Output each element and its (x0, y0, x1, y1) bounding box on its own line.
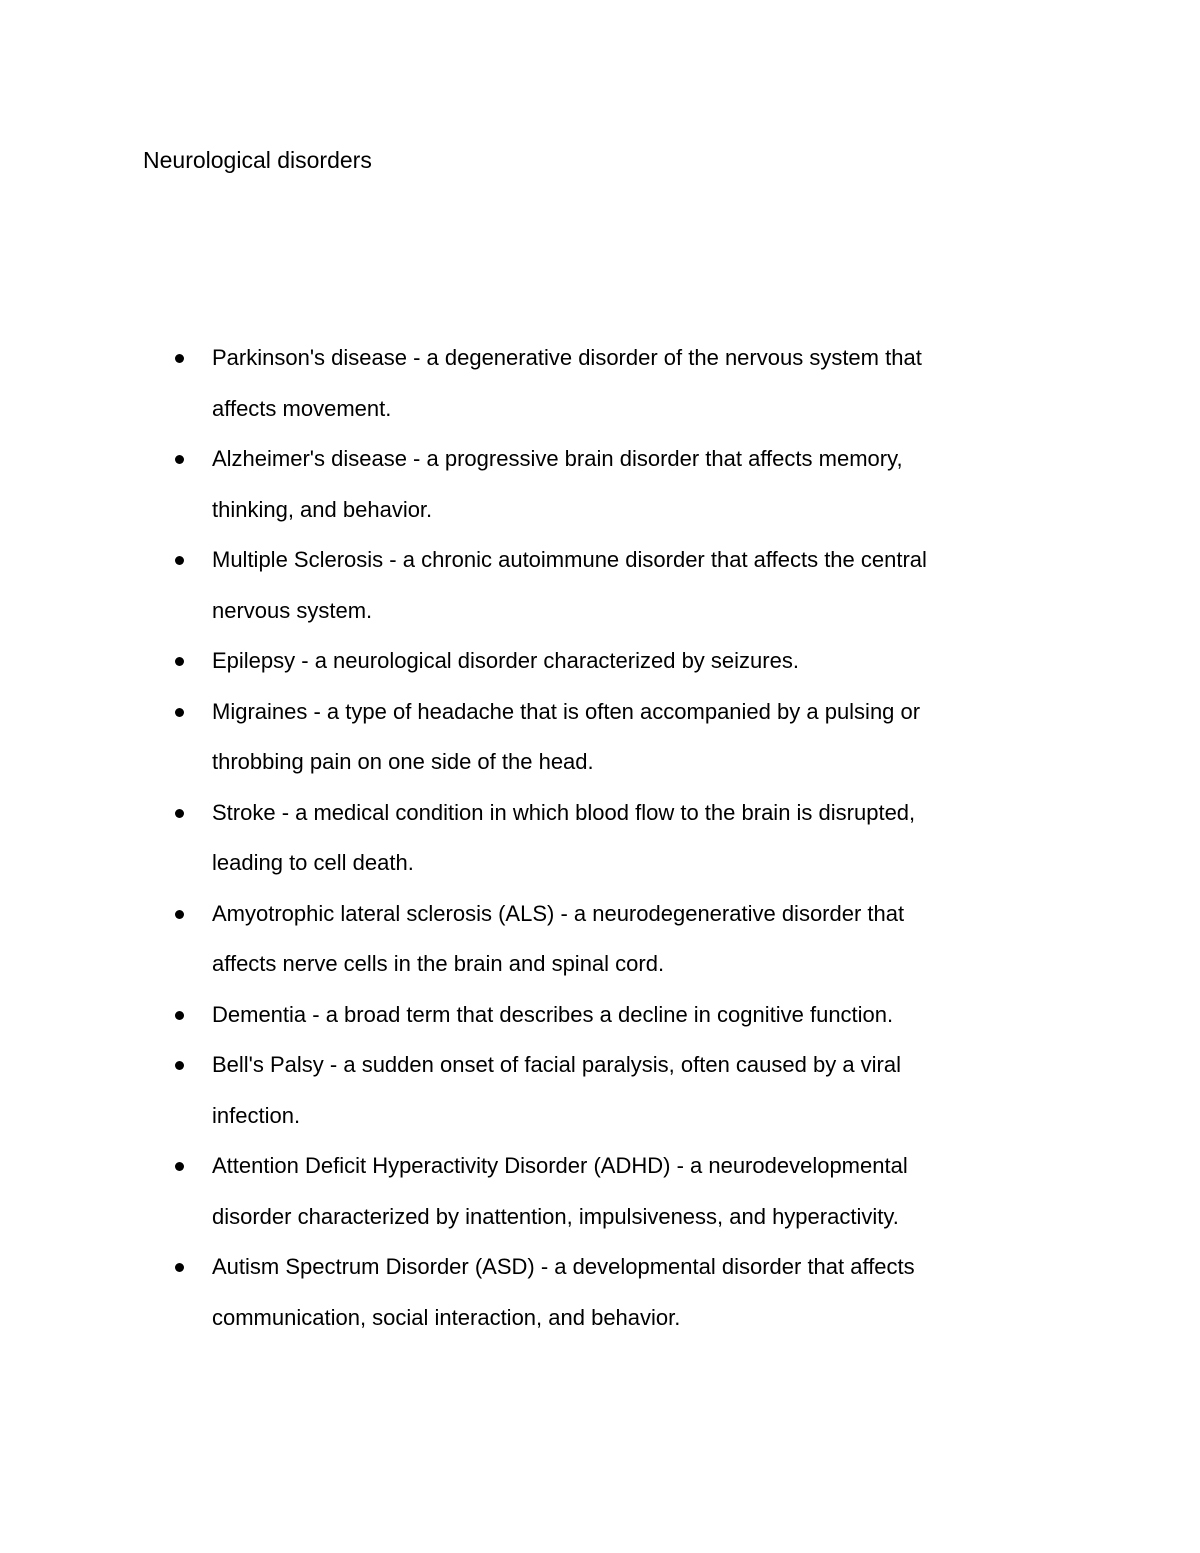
bullet-icon (175, 455, 184, 464)
disorder-list (0, 333, 1200, 1343)
list-item (0, 1242, 1048, 1343)
list-item (0, 1141, 1048, 1242)
list-item (0, 333, 1048, 434)
list-item (0, 636, 1048, 687)
list-item (0, 1040, 1048, 1141)
bullet-icon (175, 556, 184, 565)
bullet-icon (175, 354, 184, 363)
list-item-line: Epilepsy - a neurological disorder characterized by seizures. (212, 648, 799, 673)
list-item-line: affects movement. (212, 395, 392, 421)
list-item-line: leading to cell death. (212, 850, 414, 875)
bullet-icon (175, 1061, 184, 1070)
list-item-line: thinking, and behavior. (212, 496, 433, 522)
bullet-icon (175, 657, 184, 666)
list-item-line: Attention Deficit Hyperactivity Disorder (ADHD) - a neurodevelopmental (212, 1153, 908, 1178)
list-item-line: Migraines - a type of headache that is often accompanied by a pulsing or (212, 698, 921, 724)
bullet-icon (175, 708, 184, 717)
list-item-line: Stroke - a medical condition in which blood flow to the brain is disrupted, (212, 799, 916, 825)
list-item-line: disorder characterized by inattention, impulsiveness, and hyperactivity. (212, 1203, 899, 1229)
bullet-icon (175, 1162, 184, 1171)
list-item-line: Autism Spectrum Disorder (ASD) - a developmental disorder that affects (212, 1254, 915, 1279)
list-item-line: infection. (212, 1102, 301, 1128)
list-item (0, 434, 1048, 535)
list-item-line: communication, social interaction, and behavior. (212, 1304, 681, 1330)
list-item-line: nervous system. (212, 597, 373, 623)
list-item (0, 990, 1048, 1041)
list-item-line: Parkinson's disease - a degenerative disorder of the nervous system that (212, 345, 922, 370)
list-item-line: throbbing pain on one side of the head. (212, 749, 594, 774)
list-item-line: Bell's Palsy - a sudden onset of facial paralysis, often caused by a viral (212, 1052, 902, 1077)
list-item-line: Dementia - a broad term that describes a decline in cognitive function. (212, 1001, 894, 1027)
bullet-icon (175, 910, 184, 919)
list-item (0, 535, 1048, 636)
list-item-line: Amyotrophic lateral sclerosis (ALS) - a neurodegenerative disorder that (212, 900, 905, 926)
bullet-icon (175, 1263, 184, 1272)
list-item-line: affects nerve cells in the brain and spinal cord. (212, 951, 665, 976)
bullet-icon (175, 809, 184, 818)
list-item (0, 788, 1048, 889)
list-item (0, 687, 1048, 788)
list-item (0, 889, 1048, 990)
document-title: Neurological disorders (143, 147, 372, 173)
bullet-icon (175, 1011, 184, 1020)
list-item-line: Multiple Sclerosis - a chronic autoimmune disorder that affects the central (212, 547, 927, 572)
list-item-line: Alzheimer's disease - a progressive brain disorder that affects memory, (212, 446, 903, 471)
